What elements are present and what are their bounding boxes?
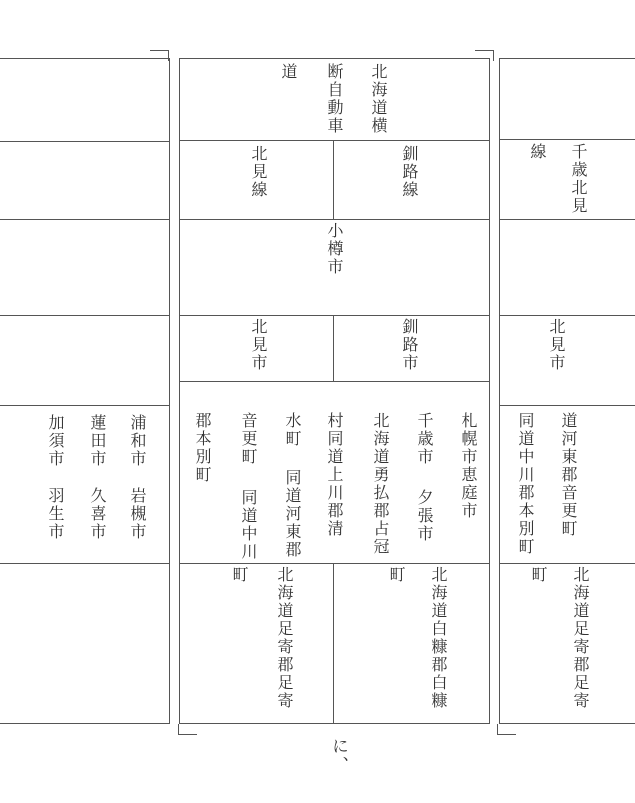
cell-text: 北海道横 (369, 63, 388, 135)
cell-text: 町 (230, 566, 249, 584)
cell-text: 久喜市 (88, 487, 107, 541)
cell-text: 釧路線 (400, 145, 419, 199)
cell-text: 千歳市 (415, 412, 434, 466)
cell-text: 同道中川郡本別町 (516, 412, 535, 556)
cell-text: 線 (528, 143, 547, 161)
cell-text: 村同道上川郡清 (325, 412, 344, 538)
left-column (0, 58, 170, 724)
cell-text: 夕張市 (415, 489, 434, 543)
right-column (499, 58, 635, 724)
corner-mark-bottom-right (497, 724, 516, 735)
cell-text: 郡本別町 (193, 412, 212, 484)
cell-text: 断自動車 (325, 63, 344, 135)
cell-text: 羽生市 (46, 487, 65, 541)
cell-text: 北海道足寄郡足寄 (275, 566, 294, 710)
cell-text: 音更町 (239, 412, 258, 466)
cell-text: 道 (279, 63, 298, 81)
cell-text: 水町 (283, 412, 302, 448)
cell-text: 同道中川 (239, 489, 258, 561)
cell-text: 加須市 (46, 414, 65, 468)
footer-text: に、 (328, 737, 348, 775)
cell-text: 北見市 (547, 318, 566, 372)
cell-text: 浦和市 (128, 414, 147, 468)
cell-text: 北見線 (249, 145, 268, 199)
cell-text: 釧路市 (400, 318, 419, 372)
cell-text: 同道河東郡 (283, 469, 302, 559)
cell-text: 町 (387, 566, 406, 584)
cell-text: 道河東郡音更町 (559, 412, 578, 538)
cell-text: 蓮田市 (88, 414, 107, 468)
corner-mark-bottom-left (178, 724, 197, 735)
center-column (179, 58, 490, 724)
cell-text: 札幌市恵庭市 (459, 412, 478, 520)
cell-text: 小樽市 (325, 222, 344, 276)
cell-text: 千歳北見 (569, 143, 588, 215)
cell-text: 北海道勇払郡占冠 (371, 412, 390, 556)
cell-text: 北海道足寄郡足寄 (571, 566, 590, 710)
cell-text: 町 (529, 566, 548, 584)
cell-text: 北見市 (249, 318, 268, 372)
cell-text: 北海道白糠郡白糠 (429, 566, 448, 710)
cell-text: 岩槻市 (128, 487, 147, 541)
